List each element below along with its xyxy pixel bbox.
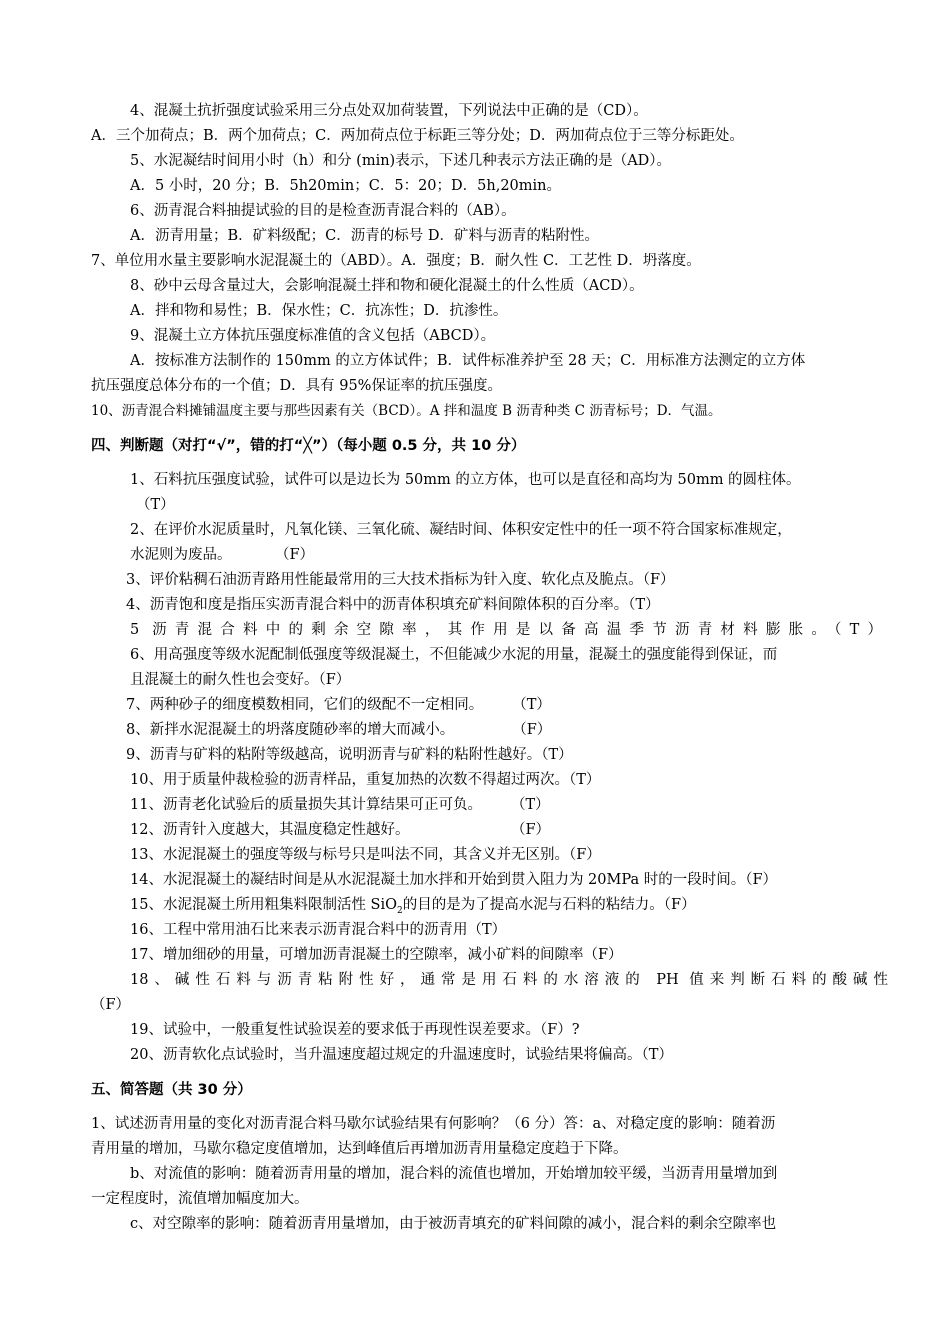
judge-8: 8、新拌水泥混凝土的坍落度随砂率的增大而减小。 （F）	[126, 722, 552, 738]
judge-17: 17、增加细砂的用量，可增加沥青混凝土的空隙率，减小矿料的间隙率（F）	[130, 947, 623, 963]
question-9: 9、混凝土立方体抗压强度标准值的含义包括（ABCD）。	[130, 328, 496, 344]
answer-1-c-line1: c、对空隙率的影响：随着沥青用量增加，由于被沥青填充的矿料间隙的减小，混合料的剩余空隙率也	[130, 1216, 777, 1232]
judge-15	[130, 895, 696, 921]
question-10: 10、沥青混合料摊铺温度主要与那些因素有关（BCD）。A 拌和温度 B 沥青种类 C 沥青标号；D．气温。	[91, 403, 722, 419]
judge-9: 9、沥青与矿料的粘附等级越高，说明沥青与矿料的粘附性越好。（T）	[126, 747, 573, 763]
judge-16: 16、工程中常用油石比来表示沥青混合料中的沥青用（T）	[130, 922, 507, 938]
judge-11: 11、沥青老化试验后的质量损失其计算结果可正可负。 （T）	[130, 797, 550, 813]
question-5-options: A．5 小时，20 分；B．5h20min；C．5：20；D．5h,20min。	[130, 178, 562, 194]
judge-1-answer: （T）	[136, 497, 175, 513]
question-7: 7、单位用水量主要影响水泥混凝土的（ABD）。A．强度；B．耐久性 C．工艺性 D．坍落度。	[91, 253, 701, 269]
section-4-heading: 四、判断题（对打“√”，错的打“╳”）（每小题 0.5 分，共 10 分）	[91, 438, 526, 454]
judge-2-line1: 2、在评价水泥质量时，凡氧化镁、三氧化硫、凝结时间、体积安定性中的任一项不符合国家标准规定，	[130, 522, 792, 538]
question-8-options: A．拌和物和易性；B．保水性；C．抗冻性；D．抗渗性。	[130, 303, 508, 319]
judge-13: 13、水泥混凝土的强度等级与标号只是叫法不同，其含义并无区别。（F）	[130, 847, 601, 863]
judge-4: 4、沥青饱和度是指压实沥青混合料中的沥青体积填充矿料间隙体积的百分率。（T）	[126, 597, 660, 613]
judge-18-answer: （F）	[91, 997, 131, 1013]
answer-1-line1: 1、试述沥青用量的变化对沥青混合料马歇尔试验结果有何影响？（6 分）答：a、对稳定度的影响：随着沥	[91, 1116, 776, 1132]
judge-15-part1: 15、水泥混凝土所用粗集料限制活性 SiO	[130, 897, 398, 913]
question-9-options-line1: A．按标准方法制作的 150mm 的立方体试件；B．试件标准养护至 28 天；C．用标准方法测定的立方体	[130, 353, 806, 369]
judge-6-line2: 且混凝土的耐久性也会变好。（F）	[130, 672, 351, 688]
judge-18: 18、碱性石料与沥青粘附性好，通常是用石料的水溶液的 PH 值来判断石料的酸碱性	[130, 972, 888, 988]
judge-6-line1: 6、用高强度等级水泥配制低强度等级混凝土，不但能减少水泥的用量，混凝土的强度能得到保证，而	[130, 647, 778, 663]
judge-20: 20、沥青软化点试验时，当升温速度超过规定的升温速度时，试验结果将偏高。（T）	[130, 1047, 673, 1063]
judge-2-line2: 水泥则为废品。 （F）	[130, 547, 315, 563]
answer-1-line2: 青用量的增加，马歇尔稳定度值增加，达到峰值后再增加沥青用量稳定度趋于下降。	[91, 1141, 628, 1157]
judge-19: 19、试验中，一般重复性试验误差的要求低于再现性误差要求。（F）?	[130, 1022, 580, 1038]
judge-7: 7、两种砂子的细度模数相同，它们的级配不一定相同。 （T）	[126, 697, 551, 713]
judge-15-part2: 的目的是为了提高水泥与石料的粘结力。（F）	[402, 897, 696, 913]
question-5: 5、水泥凝结时间用小时（h）和分 (min)表示，下述几种表示方法正确的是（AD）。	[130, 153, 672, 169]
judge-5: 5 沥青混合料中的剩余空隙率，其作用是以备高温季节沥青材料膨胀。（T）	[130, 622, 882, 638]
question-4: 4、混凝土抗折强度试验采用三分点处双加荷装置，下列说法中正确的是（CD）。	[130, 103, 648, 119]
answer-1-b-line1: b、对流值的影响：随着沥青用量的增加，混合料的流值也增加，开始增加较平缓，当沥青用量增加到	[130, 1166, 778, 1182]
judge-1: 1、石料抗压强度试验，试件可以是边长为 50mm 的立方体，也可以是直径和高均为 50mm 的圆柱体。	[130, 472, 801, 488]
question-8: 8、砂中云母含量过大，会影响混凝土拌和物和硬化混凝土的什么性质（ACD）。	[130, 278, 644, 294]
judge-10: 10、用于质量仲裁检验的沥青样品，重复加热的次数不得超过两次。（T）	[130, 772, 601, 788]
answer-1-b-line2: 一定程度时，流值增加幅度加大。	[91, 1191, 309, 1207]
judge-12: 12、沥青针入度越大，其温度稳定性越好。 （F）	[130, 822, 551, 838]
question-4-options: A．三个加荷点；B．两个加荷点；C．两加荷点位于标距三等分处；D．两加荷点位于三等分标距处。	[91, 128, 744, 144]
question-6: 6、沥青混合料抽提试验的目的是检查沥青混合料的（AB）。	[130, 203, 516, 219]
question-9-options-line2: 抗压强度总体分布的一个值；D．具有 95%保证率的抗压强度。	[91, 378, 502, 394]
judge-14: 14、水泥混凝土的凝结时间是从水泥混凝土加水拌和开始到贯入阻力为 20MPa 时的一段时间。（F）	[130, 872, 778, 888]
question-6-options: A．沥青用量；B．矿料级配；C．沥青的标号 D．矿料与沥青的粘附性。	[130, 228, 599, 244]
judge-3: 3、评价粘稠石油沥青路用性能最常用的三大技术指标为针入度、软化点及脆点。（F）	[126, 572, 675, 588]
section-5-heading: 五、简答题（共 30 分）	[91, 1082, 252, 1098]
judge-15-subscript: 2	[397, 905, 403, 916]
